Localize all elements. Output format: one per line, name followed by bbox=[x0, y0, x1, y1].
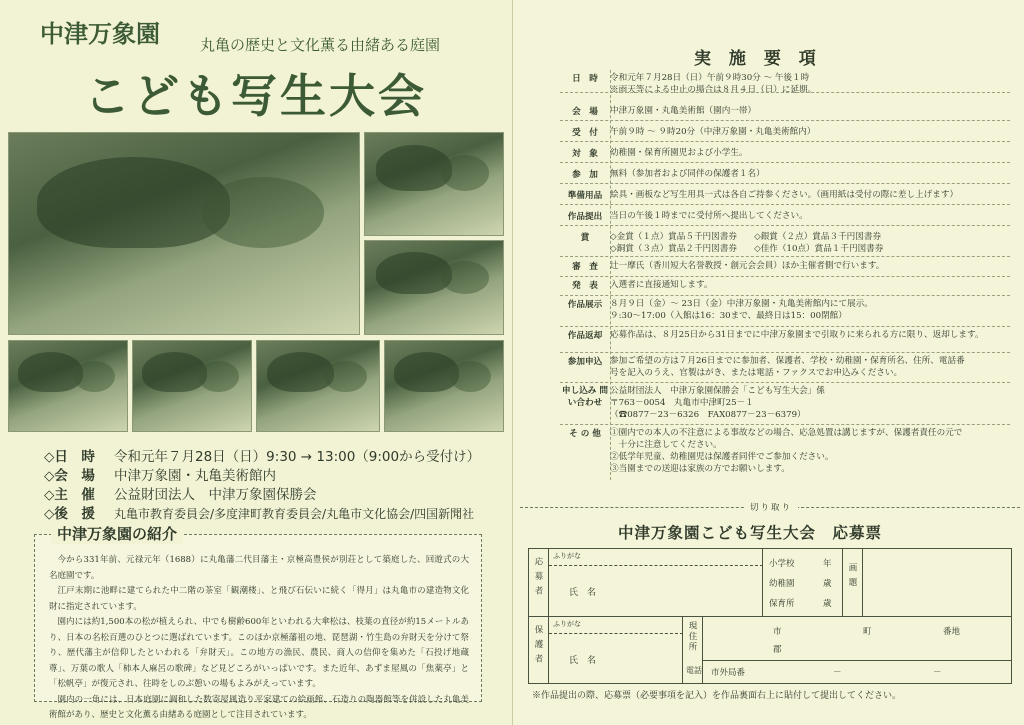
guidelines-title: 実 施 要 項 bbox=[694, 49, 822, 69]
form-footnote: ※作品提出の際、応募票（必要事項を記入）を作品裏面右上に貼付して提出してください。 bbox=[532, 691, 902, 701]
info-value: 中津万象園・丸亀美術館内 bbox=[114, 468, 276, 484]
detail-value bbox=[610, 355, 1010, 379]
detail-value bbox=[610, 231, 1010, 255]
subject-input[interactable] bbox=[863, 549, 1011, 617]
detail-label: 賞 bbox=[580, 233, 590, 243]
detail-row bbox=[560, 385, 1010, 421]
info-value: 令和元年７月28日（日）9:30 → 13:00（9:00から受付け） bbox=[114, 449, 481, 465]
info-value: 公益財団法人 中津万象園保勝会 bbox=[114, 487, 317, 503]
detail-row bbox=[560, 147, 1010, 159]
grade-option: 年 bbox=[823, 559, 832, 569]
detail-row bbox=[560, 231, 1010, 255]
applicant-header-cell bbox=[529, 549, 549, 617]
detail-line: 〒763－0054 丸亀市中津町25－１ bbox=[610, 398, 754, 408]
detail-label: 参加申込 bbox=[567, 357, 603, 367]
detail-line: 入選者に直接通知します。 bbox=[610, 280, 713, 290]
detail-label: 参 加 bbox=[572, 170, 598, 180]
banchi-label: 番地 bbox=[943, 627, 961, 637]
application-form-title: 中津万象園こども写生大会 応募票 bbox=[618, 524, 883, 542]
detail-row bbox=[560, 210, 1010, 222]
detail-line: ①園内での本人の不注意による事故などの場合、応急処置は講じますが、保護者責任の元で bbox=[610, 428, 963, 438]
phone-input[interactable] bbox=[703, 661, 1011, 683]
furigana-label: ふりがな bbox=[553, 620, 581, 628]
garden-photo-main bbox=[8, 132, 360, 335]
detail-line: 幼稚園・保育所園児および小学生。 bbox=[610, 148, 748, 158]
school-option: 幼稚園 bbox=[769, 579, 795, 589]
detail-line: ②低学年児童、幼稚園児は保護者同伴でご参加ください。 bbox=[610, 452, 834, 462]
guardian-name-input[interactable] bbox=[549, 617, 683, 683]
info-value: 丸亀市教育委員会/多度津町教育委員会/丸亀市文化協会/四国新聞社 bbox=[114, 507, 475, 521]
grade-option: 歳 bbox=[823, 579, 832, 589]
school-option: 小学校 bbox=[769, 559, 795, 569]
info-row-sponsors bbox=[44, 505, 504, 524]
phone-area-code-label: 市外局番 bbox=[711, 668, 746, 678]
furigana-label: ふりがな bbox=[553, 552, 581, 560]
info-row-venue bbox=[44, 467, 504, 486]
detail-line: 当日の午後１時までに受付所へ提出してください。 bbox=[610, 211, 808, 221]
intro-paragraph: 園内には約1,500本の松が植えられ、中でも樹齢600年といわれる大傘松は、枝葉の直径が約15メートルあり、日本の名松百選のひとつに選ばれています。このほか京極藩祖の地、琵琶湖・竹生島の弁財天を分けて祭り、歴代藩主が信仰したといわれる「弁財天」。この地方の漁民、農民、商人の信仰を集めた「石投げ地蔵尊」、万葉の歌人「柿本人麻呂の歌碑」など見どころがいっぱいです。また近年、あずま屋風の「焦薬亭」と「松帆亭」が復元され、往時をしのぶ憩いの場もよみがえっています。 bbox=[49, 617, 469, 689]
detail-row bbox=[560, 355, 1010, 379]
info-row-date bbox=[44, 448, 504, 467]
detail-label: 対 象 bbox=[572, 149, 598, 159]
detail-line: ③当園までの送迎は家族の方でお願いします。 bbox=[610, 464, 790, 474]
applicant-label: 応募者 bbox=[533, 557, 543, 601]
row-divider bbox=[560, 424, 1010, 425]
info-label: ◇後 援 bbox=[44, 506, 95, 522]
intro-text bbox=[49, 553, 469, 724]
name-label: 氏 名 bbox=[569, 588, 597, 598]
detail-line: ※雨天等による中止の場合は８月４日（日）に延期。 bbox=[610, 85, 817, 95]
detail-value bbox=[610, 298, 1010, 322]
row-divider bbox=[560, 162, 1010, 163]
application-form bbox=[528, 548, 1012, 684]
phone-header-cell bbox=[683, 661, 703, 683]
intro-paragraph: 園内の一角には、日本庭園に調和した数寄屋風造り平家建ての絵画館、石造りの陶器館等を併設した丸亀美術館があり、歴史と文化薫る由緒ある庭園として注目されています。 bbox=[49, 694, 469, 720]
detail-row bbox=[560, 105, 1010, 117]
address-label: 現住所 bbox=[687, 621, 697, 653]
detail-row bbox=[560, 260, 1010, 272]
guardian-label: 保護者 bbox=[533, 625, 543, 669]
cut-label: 切り取り bbox=[744, 501, 798, 513]
detail-line: （☎0877－23－6326 FAX0877－23－6379） bbox=[610, 410, 806, 420]
info-label: ◇会 場 bbox=[44, 468, 95, 484]
detail-value bbox=[610, 189, 1010, 201]
row-divider bbox=[560, 276, 1010, 277]
detail-label: 準備用品 bbox=[567, 191, 603, 201]
detail-line: 絵具・画板など写生用具一式は各自ご持参ください。（画用紙は受付の際に差し上げます） bbox=[610, 190, 959, 200]
detail-value bbox=[610, 210, 1010, 222]
intro-paragraph: 今から331年前、元禄元年（1688）に丸亀藩二代目藩主・京極高豊侯が別荘として築庭した、回遊式の大名庭園です。 bbox=[49, 555, 469, 581]
info-label: ◇主 催 bbox=[44, 487, 95, 503]
detail-value bbox=[610, 168, 1010, 180]
detail-label: そ の 他 bbox=[569, 429, 601, 439]
detail-row bbox=[560, 427, 1010, 475]
row-divider bbox=[560, 382, 1010, 383]
detail-value bbox=[610, 279, 1010, 291]
phone-dash: － bbox=[833, 668, 842, 678]
row-divider bbox=[560, 204, 1010, 205]
garden-photo-bottom-2 bbox=[132, 340, 252, 432]
address-input[interactable] bbox=[703, 617, 1011, 661]
detail-label: 受 付 bbox=[572, 128, 598, 138]
detail-value bbox=[610, 105, 1010, 117]
guardian-header-cell bbox=[529, 617, 549, 683]
garden-photo-bottom-4 bbox=[384, 340, 504, 432]
detail-line: 十分に注意してください。 bbox=[610, 440, 722, 450]
detail-row bbox=[560, 329, 1010, 341]
row-divider bbox=[560, 352, 1010, 353]
detail-row bbox=[560, 168, 1010, 180]
detail-label: 作品提出 bbox=[567, 212, 603, 222]
row-divider bbox=[560, 225, 1010, 226]
garden-photo-top-right bbox=[364, 132, 504, 236]
detail-value bbox=[610, 126, 1010, 138]
detail-line: ◇金賞（１点）賞品５千円図書券 ◇銀賞（２点）賞品３千円図書券 bbox=[610, 232, 882, 242]
row-divider bbox=[560, 326, 1010, 327]
detail-line: 参加ご希望の方は７月26日までに参加者、保護者、学校・幼稚園・保育所名、住所、電話番 bbox=[610, 356, 965, 366]
detail-value bbox=[610, 385, 1010, 421]
garden-photo-bottom-1 bbox=[8, 340, 128, 432]
garden-photo-bottom-3 bbox=[256, 340, 380, 432]
row-divider bbox=[560, 256, 1010, 257]
row-divider bbox=[560, 295, 1010, 296]
intro-title: 中津万象園の紹介 bbox=[51, 523, 183, 544]
detail-line: 午前９時 ～ ９時20分（中津万象園・丸亀美術館内） bbox=[610, 127, 816, 137]
detail-label: 作品返却 bbox=[567, 331, 603, 341]
detail-line: 応募作品は、８月25日から31日までに中津万象園まで引取りに来られる方に限り、返却します。 bbox=[610, 330, 984, 340]
phone-dash: － bbox=[933, 668, 942, 678]
detail-label: 申し込み 問い合わせ bbox=[562, 386, 608, 408]
detail-label: 日 時 bbox=[572, 74, 598, 84]
info-label: ◇日 時 bbox=[44, 449, 95, 465]
furigana-divider bbox=[549, 565, 763, 566]
intro-paragraph: 江戸末期に池畔に建てられた中二階の茶室「観潮楼」、と飛び石伝いに続く「得月」は丸亀市の建造物文化財に指定されています。 bbox=[49, 586, 469, 612]
detail-row bbox=[560, 298, 1010, 322]
detail-value bbox=[610, 329, 1010, 341]
detail-line: 無料（参加者および同伴の保護者１名） bbox=[610, 169, 765, 179]
row-divider bbox=[560, 120, 1010, 121]
school-option: 保育所 bbox=[769, 599, 795, 609]
detail-label: 会 場 bbox=[572, 107, 598, 117]
row-divider bbox=[560, 92, 1010, 93]
detail-line: 辻一摩氏（香川短大名誉教授・創元会会員）ほか主催者側で行います。 bbox=[610, 261, 885, 271]
detail-line: ◇銅賞（３点）賞品２千円図書券 ◇佳作（10点）賞品１千円図書券 bbox=[610, 244, 884, 254]
phone-label: 電話 bbox=[686, 666, 702, 675]
detail-line: ９:30～17:00（入館は16：30まで、最終日は15：00閉館） bbox=[610, 311, 847, 321]
subject-label: 画題 bbox=[847, 563, 857, 592]
subject-header-cell bbox=[843, 549, 863, 617]
detail-row bbox=[560, 189, 1010, 201]
town-label: 町 bbox=[863, 627, 872, 637]
detail-line: ８月９日（金）～ 23日（金）中津万象園・丸亀美術館内にて展示。 bbox=[610, 299, 873, 309]
gun-label: 郡 bbox=[773, 645, 782, 655]
subtitle: 丸亀の歴史と文化薫る由緒ある庭園 bbox=[200, 36, 441, 54]
name-label: 氏 名 bbox=[569, 656, 597, 666]
detail-line: 令和元年７月28日（日）午前９時30分 ～ 午後１時 bbox=[610, 73, 810, 83]
event-title: こども写生大会 bbox=[84, 69, 427, 123]
detail-value bbox=[610, 147, 1010, 159]
city-label: 市 bbox=[773, 627, 782, 637]
detail-line: 公益財団法人 中津万象園保勝会「こども写生大会」係 bbox=[610, 386, 825, 396]
applicant-name-input[interactable] bbox=[549, 549, 763, 617]
detail-label: 審 査 bbox=[572, 262, 598, 272]
event-info bbox=[44, 448, 504, 524]
grade-option: 歳 bbox=[823, 599, 832, 609]
garden-intro-box bbox=[34, 525, 482, 720]
garden-photo-middle-right bbox=[364, 240, 504, 335]
detail-line: 中津万象園・丸亀美術館（園内一帯） bbox=[610, 106, 757, 116]
detail-line: 号を記入のうえ、官製はがき、または電話・ファクスでお申込みください。 bbox=[610, 368, 903, 378]
row-divider bbox=[560, 141, 1010, 142]
furigana-divider bbox=[549, 633, 683, 634]
detail-value bbox=[610, 260, 1010, 272]
detail-row bbox=[560, 126, 1010, 138]
info-row-organizer bbox=[44, 486, 504, 505]
detail-label: 作品展示 bbox=[567, 300, 603, 310]
detail-label: 発 表 bbox=[572, 281, 598, 291]
row-divider bbox=[560, 183, 1010, 184]
detail-value bbox=[610, 427, 1010, 475]
organization-name: 中津万象園 bbox=[40, 20, 160, 48]
school-type-cell[interactable] bbox=[763, 549, 843, 617]
detail-row bbox=[560, 279, 1010, 291]
